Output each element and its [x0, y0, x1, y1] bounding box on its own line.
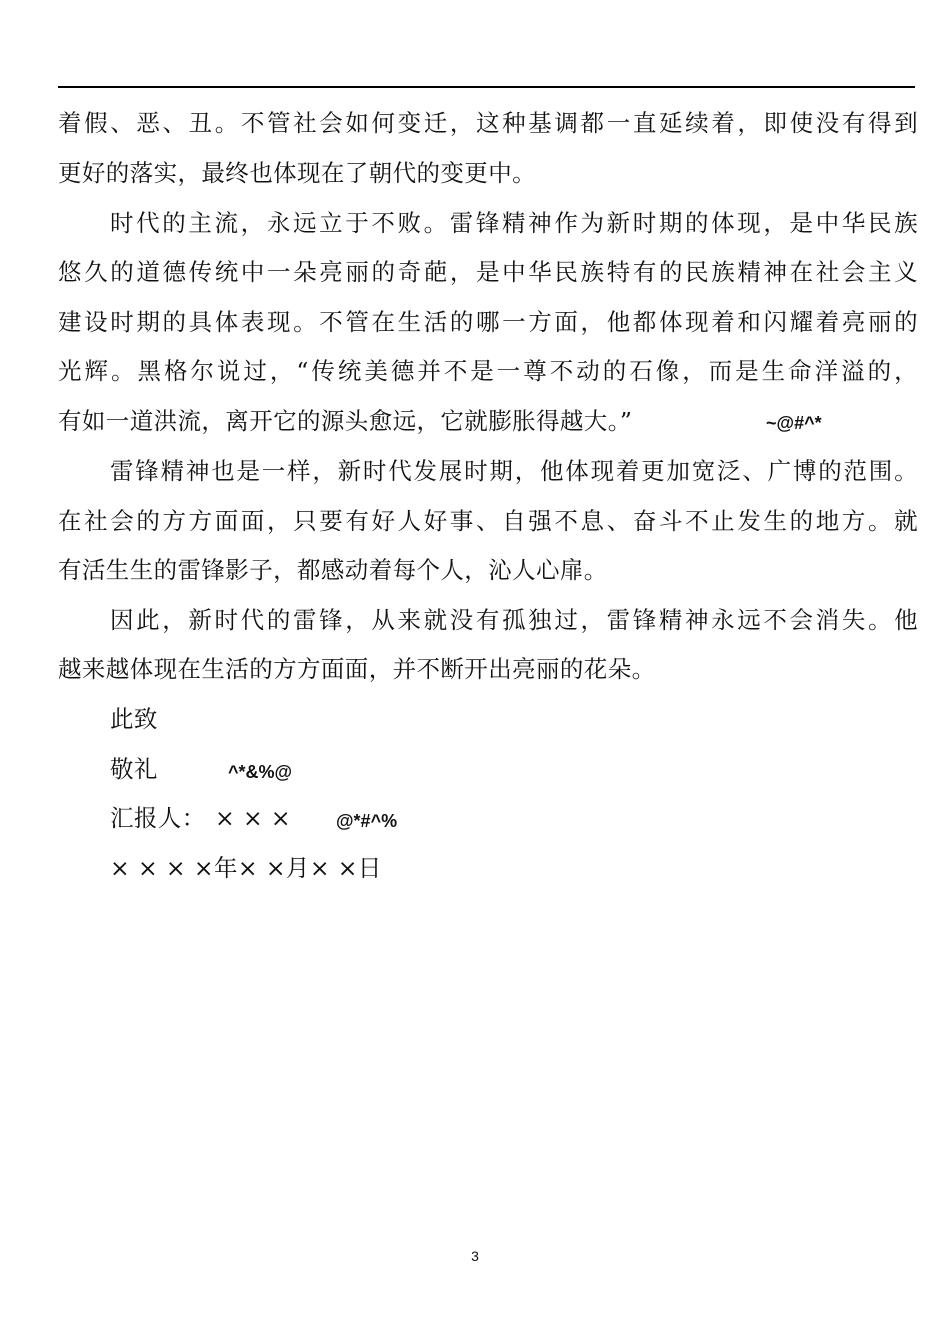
- reporter-name: × × ×: [215, 804, 292, 832]
- body-line: 悠久的道德传统中一朵亮丽的奇葩，是中华民族特有的民族精神在社会主义: [58, 258, 918, 286]
- report-date: × × × ×年× ×月× ×日: [110, 854, 382, 882]
- reporter-label: 汇报人：: [110, 804, 206, 832]
- body-line: 建设时期的具体表现。不管在生活的哪一方面，他都体现着和闪耀着亮丽的: [58, 308, 918, 336]
- page-number: 3: [471, 1248, 479, 1264]
- code-mark-2: ^*&%@: [228, 762, 293, 782]
- body-line: 越来越体现在生活的方方面面，并不断开出亮丽的花朵。: [58, 655, 656, 683]
- header-rule: [58, 86, 915, 88]
- salutation-line-2: 敬礼: [110, 755, 158, 783]
- body-line: 有如一道洪流，离开它的源头愈远，它就膨胀得越大。”: [58, 407, 633, 435]
- body-line: 更好的落实，最终也体现在了朝代的变更中。: [58, 159, 536, 187]
- code-mark-3: @*#^%: [336, 811, 398, 831]
- body-line: 在社会的方方面面，只要有好人好事、自强不息、奋斗不止发生的地方。就: [58, 507, 918, 535]
- code-mark-1: ~@#^*: [766, 413, 822, 433]
- body-line: 雷锋精神也是一样，新时代发展时期，他体现着更加宽泛、广博的范围。: [110, 457, 918, 485]
- body-line: 有活生生的雷锋影子，都感动着每个人，沁人心扉。: [58, 556, 608, 584]
- salutation-line-1: 此致: [110, 705, 158, 733]
- body-line: 着假、恶、丑。不管社会如何变迁，这种基调都一直延续着，即使没有得到: [58, 109, 918, 137]
- body-line: 时代的主流，永远立于不败。雷锋精神作为新时期的体现，是中华民族: [110, 209, 918, 237]
- body-line: 光辉。黑格尔说过，“传统美德并不是一尊不动的石像，而是生命洋溢的，: [58, 357, 918, 385]
- body-line: 因此，新时代的雷锋，从来就没有孤独过，雷锋精神永远不会消失。他: [110, 606, 918, 634]
